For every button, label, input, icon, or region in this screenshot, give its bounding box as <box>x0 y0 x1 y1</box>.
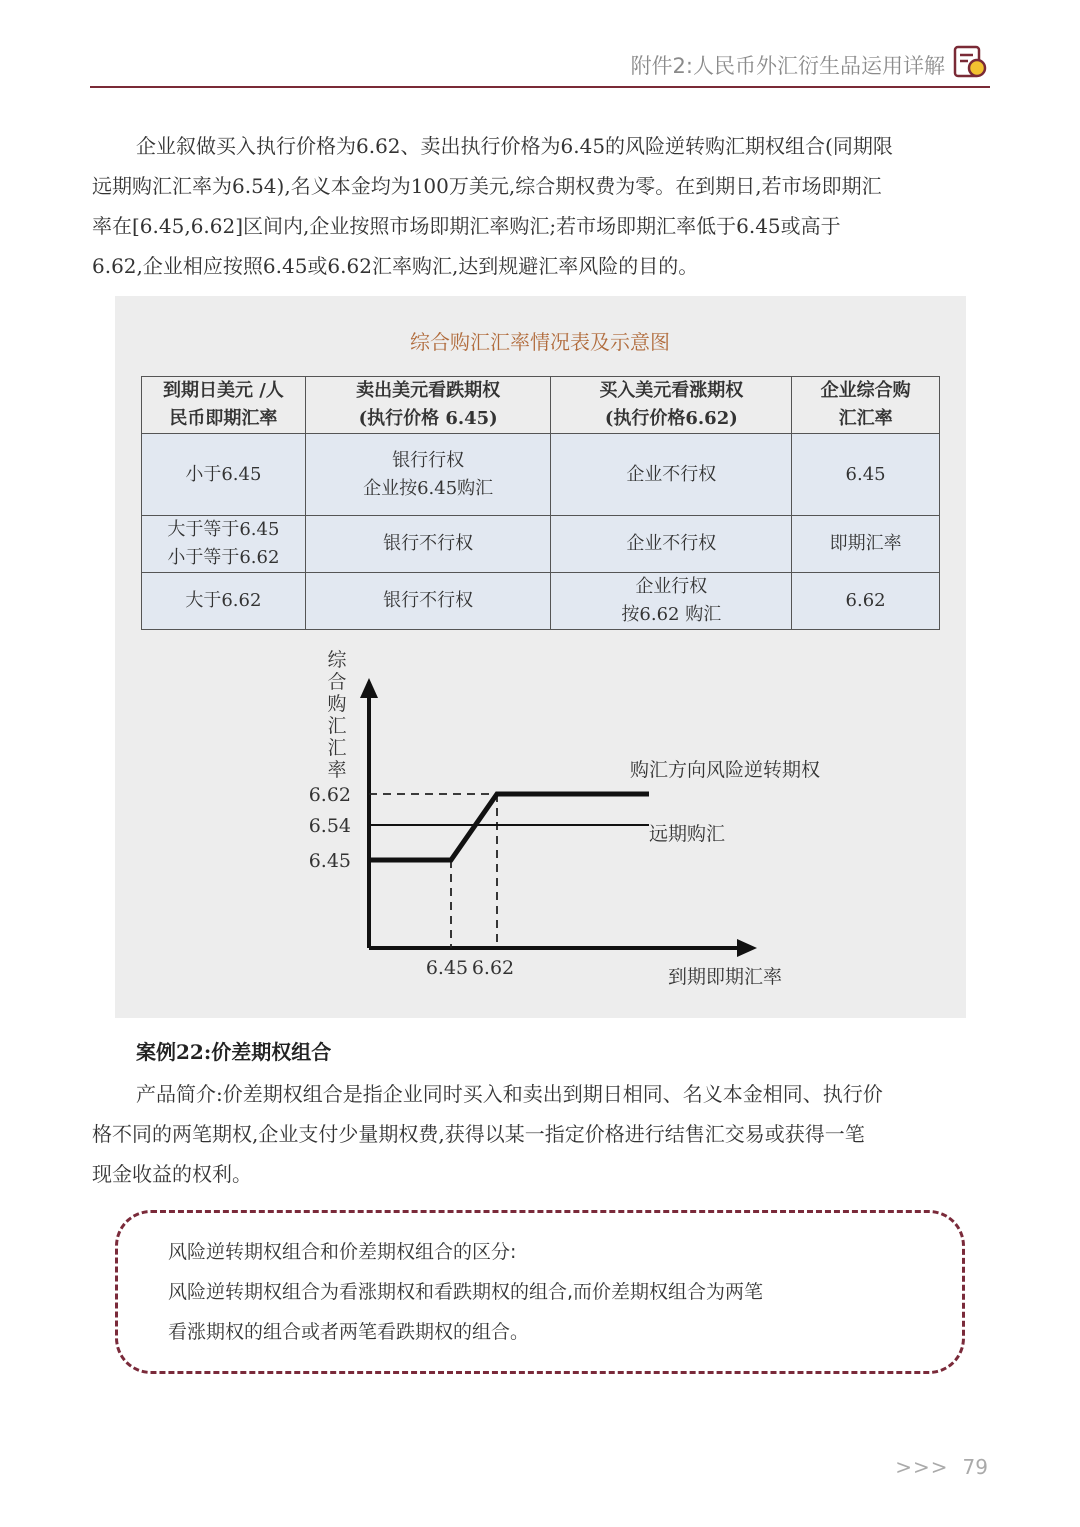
document-checklist-icon <box>952 44 988 80</box>
table-cell: 企业不行权 <box>551 434 792 516</box>
note-line-1: 风险逆转期权组合和价差期权组合的区分: <box>168 1241 517 1263</box>
table-cell: 大于等于6.45 小于等于6.62 <box>142 516 306 573</box>
table-row <box>142 434 940 516</box>
case-paragraph <box>92 1074 992 1194</box>
case-line-2: 格不同的两笔期权,企业支付少量期权费,获得以某一指定价格进行结售汇交易或获得一笔 <box>92 1122 865 1146</box>
table-cell: 企业不行权 <box>551 516 792 573</box>
page-number <box>895 1455 988 1479</box>
intro-line-1: 企业叙做买入执行价格为6.62、卖出执行价格为6.45的风险逆转购汇期权组合(同期限 <box>136 134 893 158</box>
running-header-title: 附件2:人民币外汇衍生品运用详解 <box>630 54 945 78</box>
x-tick-label: 6.45 <box>425 957 469 979</box>
table-header-cell: 买入美元看涨期权 (执行价格6.62) <box>551 377 792 434</box>
case-line-3: 现金收益的权利。 <box>92 1162 252 1186</box>
intro-line-2: 远期购汇汇率为6.54),名义本金均为100万美元,综合期权费为零。在到期日,若市场即期汇 <box>92 174 882 198</box>
table-header-cell: 企业综合购 汇汇率 <box>792 377 940 434</box>
y-axis-arrow <box>360 678 378 698</box>
table-cell: 银行不行权 <box>305 516 551 573</box>
intro-line-3: 率在[6.45,6.62]区间内,企业按照市场即期汇率购汇;若市场即期汇率低于6.45或高于 <box>92 214 841 238</box>
table-row <box>142 573 940 630</box>
table-cell: 大于6.62 <box>142 573 306 630</box>
y-axis-label <box>327 649 347 781</box>
y-axis-label-char: 购 <box>327 693 347 715</box>
case-line-1: 产品简介:价差期权组合是指企业同时买入和卖出到期日相同、名义本金相同、执行价 <box>136 1082 883 1106</box>
series-label-risk-reversal: 购汇方向风险逆转期权 <box>630 759 821 781</box>
y-axis-label-char: 汇 <box>327 737 347 759</box>
y-tick-label: 6.54 <box>308 815 351 838</box>
page-arrows: >>> <box>895 1455 949 1479</box>
y-tick-label: 6.62 <box>308 784 351 806</box>
y-axis-label-char: 率 <box>327 759 347 781</box>
table-cell: 企业行权 按6.62 购汇 <box>551 573 792 630</box>
x-axis-arrow <box>737 939 757 957</box>
x-tick-label: 6.62 <box>471 957 515 979</box>
y-axis-label-char: 合 <box>327 671 347 693</box>
series-label-forward: 远期购汇 <box>649 823 726 845</box>
table-cell: 银行不行权 <box>305 573 551 630</box>
table-cell: 小于6.45 <box>142 434 306 516</box>
intro-line-4: 6.62,企业相应按照6.45或6.62汇率购汇,达到规避汇率风险的目的。 <box>92 254 699 278</box>
series-line-risk-reversal <box>369 794 649 860</box>
rate-table <box>141 376 940 630</box>
table-header-cell: 到期日美元 /人 民币即期汇率 <box>142 377 306 434</box>
note-text <box>168 1232 928 1352</box>
table-cell: 6.45 <box>792 434 940 516</box>
table-header-cell: 卖出美元看跌期权 (执行价格 6.45) <box>305 377 551 434</box>
figure-title: 综合购汇汇率情况表及示意图 <box>410 330 670 354</box>
y-axis-label-char: 综 <box>327 649 347 671</box>
table-cell: 银行行权 企业按6.45购汇 <box>305 434 551 516</box>
x-axis-label: 到期即期汇率 <box>668 966 783 988</box>
table-cell: 6.62 <box>792 573 940 630</box>
intro-paragraph <box>92 126 992 286</box>
y-axis-label-char: 汇 <box>327 715 347 737</box>
page-number-value: 79 <box>962 1455 988 1479</box>
case-title: 案例22:价差期权组合 <box>136 1040 332 1064</box>
y-tick-label: 6.45 <box>308 850 351 872</box>
payoff-chart <box>115 640 966 1010</box>
note-line-3: 看涨期权的组合或者两笔看跌期权的组合。 <box>168 1321 530 1343</box>
header-rule <box>90 86 990 88</box>
table-row <box>142 516 940 573</box>
table-cell: 即期汇率 <box>792 516 940 573</box>
table-header-row <box>142 377 940 434</box>
note-line-2: 风险逆转期权组合为看涨期权和看跌期权的组合,而价差期权组合为两笔 <box>168 1281 764 1303</box>
